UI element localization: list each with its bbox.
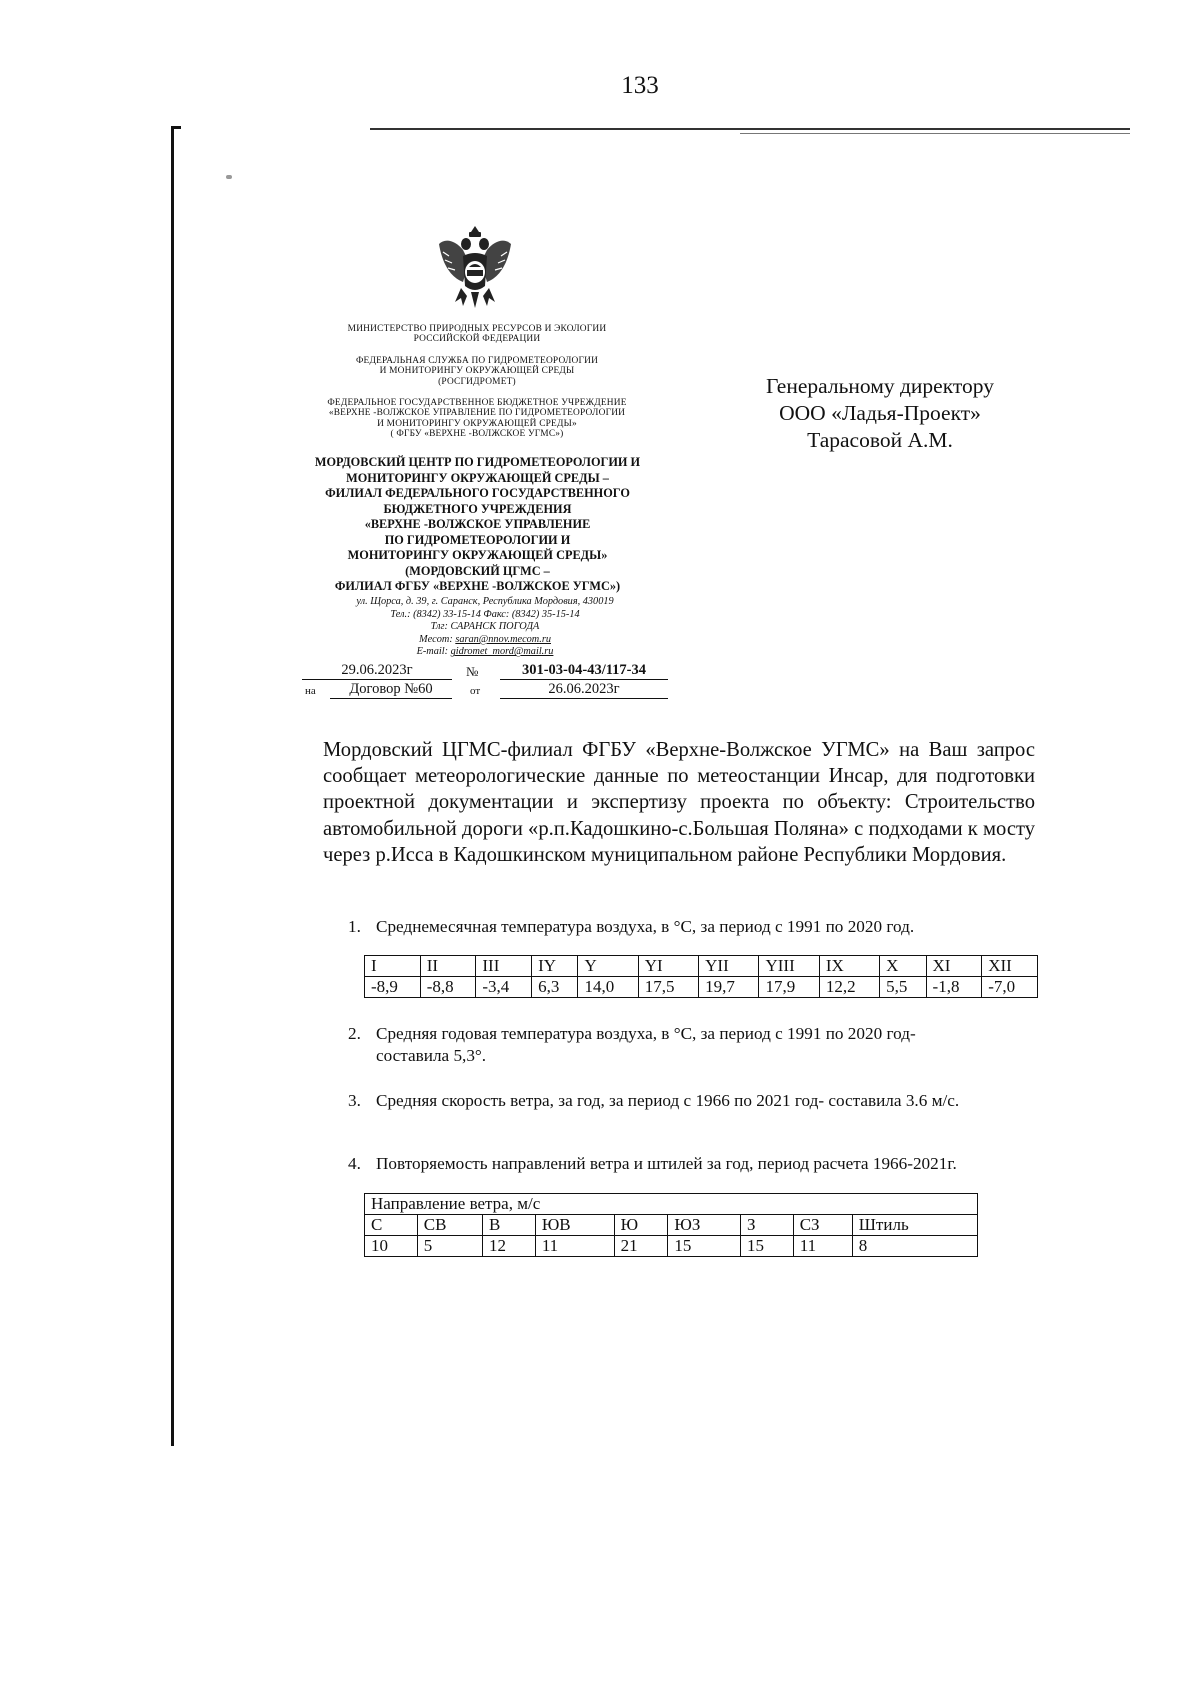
scan-speck	[226, 175, 232, 179]
double-headed-eagle-emblem-icon	[433, 222, 517, 314]
letterhead-bold-line: (МОРДОВСКИЙ ЦГМС –	[405, 563, 550, 578]
frequency-cell: 11	[535, 1236, 614, 1257]
direction-cell: ЮЗ	[668, 1215, 741, 1236]
mecom-label: Mecom:	[419, 633, 456, 645]
letterhead-line: МИНИСТЕРСТВО ПРИРОДНЫХ РЕСУРСОВ И ЭКОЛОГИИ	[347, 324, 607, 334]
letterhead-line: ФЕДЕРАЛЬНАЯ СЛУЖБА ПО ГИДРОМЕТЕОРОЛОГИИ	[355, 356, 599, 366]
direction-cell: З	[740, 1215, 793, 1236]
list-item-number: 4.	[348, 1154, 361, 1173]
temperature-cell: 12,2	[819, 977, 879, 998]
on-label: на	[305, 685, 316, 697]
letterhead-bold-line: ПО ГИДРОМЕТЕОРОЛОГИИ И	[384, 532, 571, 547]
addressee-line: Тарасовой А.М.	[807, 428, 953, 452]
outgoing-number: 301-03-04-43/117-34	[500, 661, 668, 680]
letterhead-line: И МОНИТОРИНГУ ОКРУЖАЮЩЕЙ СРЕДЫ	[379, 366, 575, 377]
binding-margin-tick	[171, 126, 181, 129]
temperature-cell: -8,9	[365, 977, 421, 998]
month-header-cell: Y	[578, 956, 638, 977]
frequency-cell: 5	[417, 1236, 482, 1257]
telegraph-line: Тлг: САРАНСК ПОГОДА	[430, 621, 540, 633]
temperature-cell: 6,3	[532, 977, 578, 998]
letterhead-line: ФЕДЕРАЛЬНОЕ ГОСУДАРСТВЕННОЕ БЮДЖЕТНОЕ УЧРЕЖДЕНИЕ	[327, 398, 627, 408]
letterhead-bold-line: ФИЛИАЛ ФЕДЕРАЛЬНОГО ГОСУДАРСТВЕННОГО	[325, 486, 630, 500]
direction-cell: ЮВ	[535, 1215, 614, 1236]
addressee-line: Генеральному директору	[766, 374, 994, 398]
frequency-cell: 8	[852, 1236, 977, 1257]
month-header-cell: I	[365, 956, 421, 977]
page-number: 133	[621, 72, 659, 99]
letterhead-bold-line: БЮДЖЕТНОГО УЧРЕЖДЕНИЯ	[383, 501, 572, 516]
reference-date: 26.06.2023г	[500, 680, 668, 699]
list-item-text: Среднемесячная температура воздуха, в °С, за период с 1991 по 2020 год.	[376, 917, 915, 936]
addressee-block	[745, 373, 1015, 454]
list-item-text: Средняя скорость ветра, за год, за период с 1966 по 2021 год- составила 3.6 м/с.	[376, 1091, 960, 1110]
frequency-cell: 10	[365, 1236, 418, 1257]
temperature-cell: 17,9	[759, 977, 819, 998]
temperature-cell: 14,0	[578, 977, 638, 998]
month-header-cell: YI	[638, 956, 698, 977]
temperature-cell: 5,5	[880, 977, 926, 998]
intro-paragraph: Мордовский ЦГМС-филиал ФГБУ «Верхне-Волжское УГМС» на Ваш запрос сообщает метеорологические данные по метеостанции Инсар, для подготовки проектной документации и экспертизу проекта по объекту: Строительство автомобильной дороги «р.п.Кадошкино-с.Большая Поляна» с подходами к мосту через р.Исса в Кадошкинском муниципальном районе Республики Мордовия.	[323, 739, 1035, 866]
table-row	[365, 956, 1038, 977]
month-header-cell: IX	[819, 956, 879, 977]
temperature-cell: -3,4	[476, 977, 532, 998]
temperature-cell: -7,0	[982, 977, 1038, 998]
ministry-block	[292, 324, 662, 345]
table-row	[365, 977, 1038, 998]
institution-block	[292, 398, 662, 440]
email-label: E-mail:	[416, 646, 451, 658]
frequency-cell: 15	[740, 1236, 793, 1257]
center-name-block	[300, 455, 655, 595]
letterhead-bold-line: МОНИТОРИНГУ ОКРУЖАЮЩЕЙ СРЕДЫ –	[346, 470, 609, 485]
number-label: №	[466, 664, 479, 679]
letterhead-line: ( ФГБУ «ВЕРХНЕ -ВОЛЖСКОЕ УГМС»)	[390, 429, 564, 440]
top-rule	[370, 128, 1130, 130]
letterhead-line: (РОСГИДРОМЕТ)	[438, 376, 516, 387]
address-line: ул. Щорса, д. 39, г. Саранск, Республика Мордовия, 430019	[356, 596, 614, 607]
mecom-line	[300, 634, 670, 647]
top-rule-secondary	[740, 133, 1130, 134]
mecom-address: saran@nnov.mecom.ru	[455, 633, 551, 645]
list-item-text: Повторяемость направлений ветра и штилей за год, период расчета 1966-2021г.	[376, 1154, 957, 1173]
email-line	[300, 646, 670, 659]
letterhead-line: РОССИЙСКОЙ ФЕДЕРАЦИИ	[413, 334, 541, 345]
temperature-cell: 19,7	[699, 977, 759, 998]
direction-cell: СЗ	[793, 1215, 852, 1236]
month-header-cell: X	[880, 956, 926, 977]
temperature-cell: -1,8	[926, 977, 982, 998]
frequency-cell: 11	[793, 1236, 852, 1257]
list-item-text: Средняя годовая температура воздуха, в °С, за период с 1991 по 2020 год-составила 5,3°.	[376, 1024, 916, 1065]
temperature-cell: -8,8	[420, 977, 476, 998]
list-item-number: 3.	[348, 1091, 361, 1110]
outgoing-date: 29.06.2023г	[302, 661, 452, 680]
letterhead-bold-line: МОНИТОРИНГУ ОКРУЖАЮЩЕЙ СРЕДЫ»	[347, 548, 608, 562]
direction-cell: В	[483, 1215, 536, 1236]
table-row	[365, 1194, 978, 1215]
frequency-cell: 21	[614, 1236, 668, 1257]
month-header-cell: III	[476, 956, 532, 977]
email-address: gidromet_mord@mail.ru	[450, 646, 554, 658]
service-block	[292, 356, 662, 387]
direction-cell: Ю	[614, 1215, 668, 1236]
wind-direction-table	[364, 1193, 978, 1257]
addressee-line: ООО «Ладья-Проект»	[779, 401, 981, 425]
list-item-number: 2.	[348, 1024, 361, 1043]
direction-cell: Штиль	[852, 1215, 977, 1236]
frequency-cell: 12	[483, 1236, 536, 1257]
list-item-number: 1.	[348, 917, 361, 936]
table-row	[365, 1236, 978, 1257]
from-label: от	[470, 685, 481, 697]
month-header-cell: IY	[532, 956, 578, 977]
phone-line: Тел.: (8342) 33-15-14 Факс: (8342) 35-15-14	[390, 608, 580, 620]
month-header-cell: II	[420, 956, 476, 977]
wind-table-header: Направление ветра, м/с	[365, 1194, 978, 1215]
month-header-cell: YIII	[759, 956, 819, 977]
month-header-cell: XII	[982, 956, 1038, 977]
letterhead-bold-line: МОРДОВСКИЙ ЦЕНТР ПО ГИДРОМЕТЕОРОЛОГИИ И	[314, 455, 641, 469]
reference-document: Договор №60	[330, 680, 452, 699]
letterhead-bold-line: «ВЕРХНЕ -ВОЛЖСКОЕ УПРАВЛЕНИЕ	[364, 517, 591, 531]
month-header-cell: YII	[699, 956, 759, 977]
direction-cell: С	[365, 1215, 418, 1236]
letterhead-line: «ВЕРХНЕ -ВОЛЖСКОЕ УПРАВЛЕНИЕ ПО ГИДРОМЕТЕОРОЛОГИИ	[328, 408, 626, 419]
letterhead-bold-line: ФИЛИАЛ ФГБУ «ВЕРХНЕ -ВОЛЖСКОЕ УГМС»)	[334, 579, 621, 593]
letterhead-line: И МОНИТОРИНГУ ОКРУЖАЮЩЕЙ СРЕДЫ»	[377, 418, 577, 429]
monthly-temperature-table	[364, 955, 1038, 998]
address-block	[300, 596, 670, 659]
table-row	[365, 1215, 978, 1236]
month-header-cell: XI	[926, 956, 982, 977]
temperature-cell: 17,5	[638, 977, 698, 998]
frequency-cell: 15	[668, 1236, 741, 1257]
binding-margin-line	[171, 126, 174, 1446]
direction-cell: СВ	[417, 1215, 482, 1236]
